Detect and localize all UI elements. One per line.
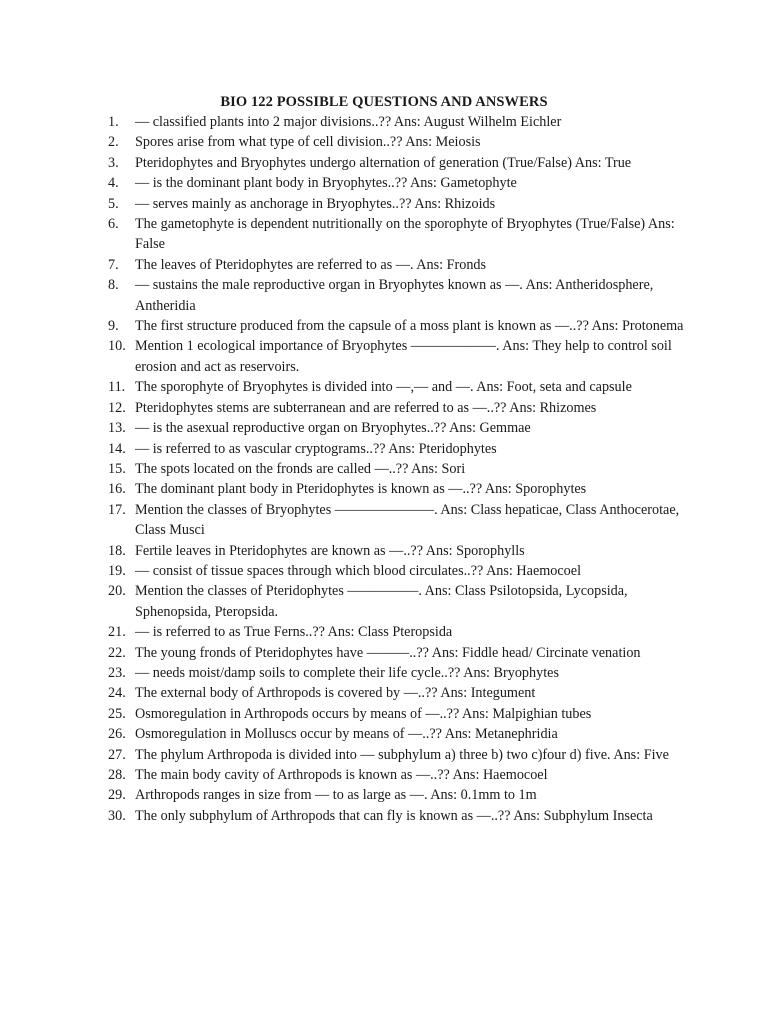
item-text: — is referred to as True Ferns..?? Ans: Class Pteropsida — [135, 624, 453, 641]
list-item — [108, 316, 688, 336]
item-text: The only subphylum of Arthropods that can fly is known as —..?? Ans: Subphylum Insecta — [135, 807, 653, 824]
item-number: 20. — [108, 583, 126, 600]
item-number: 26. — [108, 726, 126, 743]
item-text: Spores arise from what type of cell division..?? Ans: Meiosis — [135, 134, 481, 151]
item-text: Osmoregulation in Arthropods occurs by means of —..?? Ans: Malpighian tubes — [135, 705, 592, 722]
item-number: 13. — [108, 420, 126, 437]
item-number: 30. — [108, 807, 126, 824]
item-text: — sustains the male reproductive organ in Bryophytes known as —. Ans: Antheridosphere, Antheridia — [135, 277, 654, 314]
item-number: 9. — [108, 318, 119, 335]
item-text: The main body cavity of Arthropods is known as —..?? Ans: Haemocoel — [135, 767, 548, 783]
list-item — [108, 377, 688, 397]
item-text: The phylum Arthropoda is divided into — subphylum a) three b) two c)four d) five. Ans: Five — [135, 746, 669, 763]
item-number: 11. — [108, 379, 126, 396]
item-number: 19. — [108, 562, 126, 579]
item-number: 7. — [108, 256, 119, 273]
item-text: Pteridophytes and Bryophytes undergo alternation of generation (True/False) Ans: True — [135, 154, 632, 171]
item-number: 28. — [108, 767, 126, 783]
list-item — [108, 745, 688, 765]
item-text: — serves mainly as anchorage in Bryophytes..?? Ans: Rhizoids — [135, 195, 496, 212]
item-number: 12. — [108, 399, 126, 416]
list-item — [108, 275, 688, 316]
item-text: Osmoregulation in Molluscs occur by means of —..?? Ans: Metanephridia — [135, 726, 558, 743]
item-number: 23. — [108, 664, 126, 681]
item-text: The young fronds of Pteridophytes have ———..?? Ans: Fiddle head/ Circinate venation — [135, 644, 641, 661]
item-number: 14. — [108, 440, 126, 457]
list-item — [108, 643, 688, 663]
list-item — [108, 581, 688, 622]
item-number: 15. — [108, 460, 126, 477]
item-text: The gametophyte is dependent nutritionally on the sporophyte of Bryophytes (True/False) Ans: False — [135, 216, 675, 253]
list-item — [108, 683, 688, 703]
item-number: 3. — [108, 154, 119, 171]
list-item — [108, 541, 688, 561]
item-text: Arthropods ranges in size from — to as large as —. Ans: 0.1mm to 1m — [135, 787, 537, 804]
item-text: — is referred to as vascular cryptograms..?? Ans: Pteridophytes — [135, 440, 497, 457]
item-number: 16. — [108, 481, 126, 498]
item-number: 10. — [108, 338, 126, 355]
item-number: 21. — [108, 624, 126, 641]
list-item — [108, 561, 688, 581]
item-number: 17. — [108, 501, 126, 518]
list-item — [108, 132, 688, 152]
list-item — [108, 785, 688, 805]
item-text: The first structure produced from the capsule of a moss plant is known as —..?? Ans: Protonema — [135, 318, 684, 335]
item-number: 18. — [108, 542, 126, 559]
list-item — [108, 459, 688, 479]
item-text: — is the asexual reproductive organ on Bryophytes..?? Ans: Gemmae — [135, 420, 531, 437]
item-text: Mention the classes of Bryophytes ———————. Ans: Class hepaticae, Class Anthocerotae, Class Musci — [135, 501, 680, 539]
item-text: — needs moist/damp soils to complete their life cycle..?? Ans: Bryophytes — [135, 664, 559, 681]
item-text: Fertile leaves in Pteridophytes are known as —..?? Ans: Sporophylls — [135, 542, 525, 559]
item-number: 27. — [108, 746, 126, 763]
item-text: The dominant plant body in Pteridophytes is known as —..?? Ans: Sporophytes — [135, 481, 587, 498]
list-item — [108, 663, 688, 683]
item-number: 25. — [108, 705, 126, 722]
list-item — [108, 214, 688, 255]
item-number: 8. — [108, 277, 119, 294]
list-item — [108, 479, 688, 499]
list-item — [108, 622, 688, 642]
item-text: — consist of tissue spaces through which blood circulates..?? Ans: Haemocoel — [135, 562, 582, 579]
item-number: 1. — [108, 114, 119, 130]
item-number: 22. — [108, 644, 126, 661]
item-text: The external body of Arthropods is covered by —..?? Ans: Integument — [135, 685, 536, 702]
item-text: The sporophyte of Bryophytes is divided into —,— and —. Ans: Foot, seta and capsule — [135, 379, 632, 396]
item-number: 4. — [108, 175, 119, 192]
list-item — [108, 765, 688, 785]
question-answer-list — [108, 112, 688, 826]
item-text: — is the dominant plant body in Bryophytes..?? Ans: Gametophyte — [135, 175, 517, 192]
list-item — [108, 418, 688, 438]
item-text: The spots located on the fronds are called —..?? Ans: Sori — [135, 460, 466, 477]
list-item — [108, 500, 688, 541]
item-text: — classified plants into 2 major divisions..?? Ans: August Wilhelm Eichler — [135, 114, 562, 130]
item-number: 24. — [108, 685, 126, 702]
list-item — [108, 398, 688, 418]
list-item — [108, 806, 688, 826]
item-number: 2. — [108, 134, 119, 151]
list-item — [108, 255, 688, 275]
list-item — [108, 194, 688, 214]
item-number: 6. — [108, 216, 119, 233]
list-item — [108, 153, 688, 173]
list-item — [108, 704, 688, 724]
item-text: Pteridophytes stems are subterranean and are referred to as —..?? Ans: Rhizomes — [135, 399, 597, 416]
item-number: 5. — [108, 195, 119, 212]
item-number: 29. — [108, 787, 126, 804]
item-text: Mention 1 ecological importance of Bryophytes ——————. Ans: They help to control soil erosion and act as reservoirs. — [135, 338, 672, 375]
list-item — [108, 724, 688, 744]
list-item — [108, 112, 688, 132]
list-item — [108, 439, 688, 459]
item-text: The leaves of Pteridophytes are referred to as —. Ans: Fronds — [135, 256, 487, 273]
item-text: Mention the classes of Pteridophytes —————. Ans: Class Psilotopsida, Lycopsida, Sphenopsida, Pteropsida. — [135, 583, 628, 620]
list-item — [108, 336, 688, 377]
document-title: BIO 122 POSSIBLE QUESTIONS AND ANSWERS — [220, 94, 548, 110]
list-item — [108, 173, 688, 193]
